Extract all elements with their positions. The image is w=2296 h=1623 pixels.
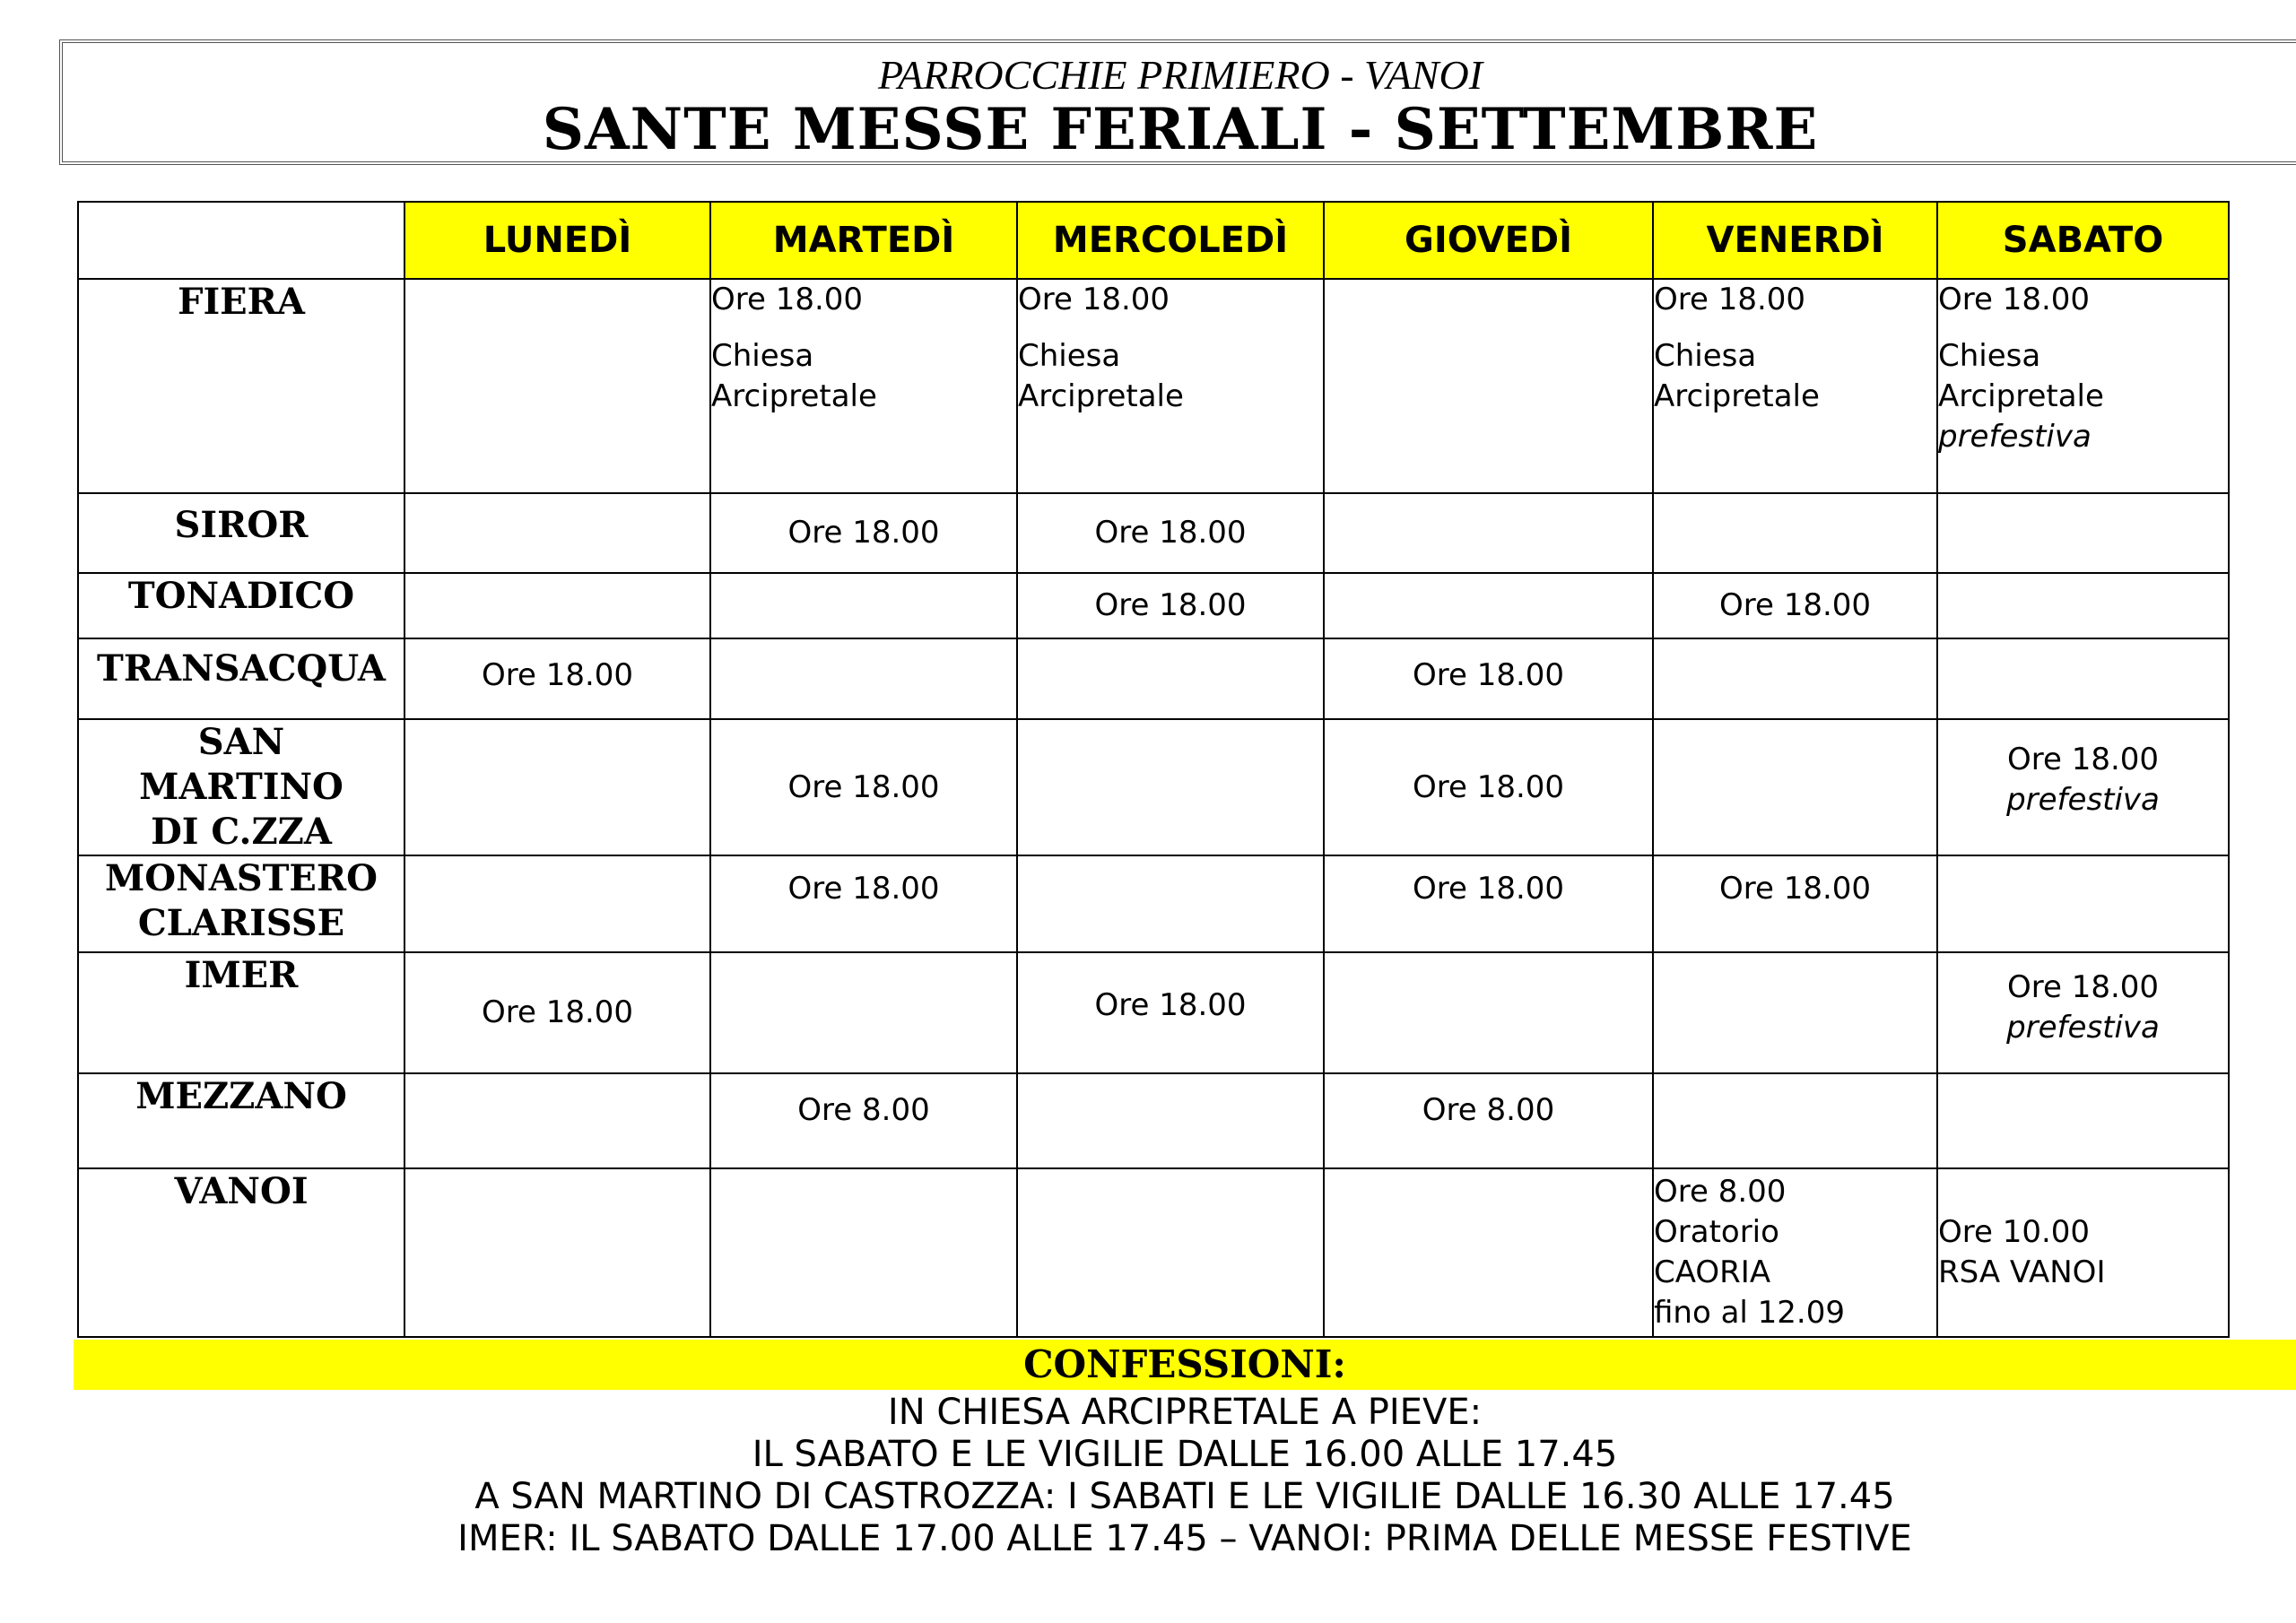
confessions-title: CONFESSIONI:	[1023, 1342, 1346, 1386]
cell-tonadico-thursday	[1324, 573, 1653, 638]
cell-tonadico-tuesday	[710, 573, 1017, 638]
church-label: Arcipretale	[1018, 378, 1184, 414]
cell-tonadico-monday	[404, 573, 710, 638]
mass-time: Ore 10.00	[1938, 1214, 2091, 1250]
cell-tonadico-wednesday: Ore 18.00	[1017, 573, 1324, 638]
place-imer: IMER	[78, 952, 404, 1073]
place-tonadico: TONADICO	[78, 573, 404, 638]
place-san-martino	[78, 719, 404, 855]
cell-mezzano-monday	[404, 1073, 710, 1168]
cell-san-martino-saturday	[1937, 719, 2229, 855]
cell-mezzano-friday	[1653, 1073, 1937, 1168]
cell-vanoi-thursday	[1324, 1168, 1653, 1337]
cell-vanoi-friday	[1653, 1168, 1937, 1337]
cell-fiera-tuesday	[710, 279, 1017, 493]
confessions-line: IL SABATO E LE VIGILIE DALLE 16.00 ALLE 17.45	[752, 1434, 1618, 1475]
cell-vanoi-wednesday	[1017, 1168, 1324, 1337]
prefestiva-note: prefestiva	[2006, 782, 2160, 818]
cell-transacqua-monday: Ore 18.00	[404, 638, 710, 719]
mass-time: Ore 18.00	[2006, 969, 2160, 1005]
cell-tonadico-saturday	[1937, 573, 2229, 638]
church-label: Arcipretale	[1654, 378, 1820, 414]
table-header-row	[78, 202, 2229, 279]
table-row-imer	[78, 952, 2229, 1073]
place-siror: SIROR	[78, 493, 404, 573]
cell-monastero-saturday	[1937, 855, 2229, 952]
mass-schedule-table	[77, 201, 2230, 1338]
mass-time: Ore 18.00	[2006, 742, 2160, 777]
place-line: DI C.ZZA	[151, 811, 332, 853]
confessions-line: IMER: IL SABATO DALLE 17.00 ALLE 17.45 – VANOI: PRIMA DELLE MESSE FESTIVE	[457, 1518, 1912, 1559]
place-vanoi: VANOI	[78, 1168, 404, 1337]
cell-fiera-thursday	[1324, 279, 1653, 493]
place-line: SAN	[197, 721, 285, 763]
table-row-vanoi	[78, 1168, 2229, 1337]
cell-fiera-wednesday	[1017, 279, 1324, 493]
church-label: Arcipretale	[711, 378, 877, 414]
day-header-saturday: SABATO	[1937, 202, 2229, 279]
day-header-friday: VENERDÌ	[1653, 202, 1937, 279]
cell-transacqua-wednesday	[1017, 638, 1324, 719]
cell-imer-friday	[1653, 952, 1937, 1073]
cell-siror-tuesday: Ore 18.00	[710, 493, 1017, 573]
page-subtitle: PARROCCHIE PRIMIERO - VANOI	[877, 52, 1483, 98]
location-label: Oratorio	[1654, 1214, 1779, 1250]
place-mezzano: MEZZANO	[78, 1073, 404, 1168]
cell-monastero-friday: Ore 18.00	[1653, 855, 1937, 952]
cell-transacqua-thursday: Ore 18.00	[1324, 638, 1653, 719]
church-label: Chiesa	[1018, 338, 1121, 374]
cell-monastero-tuesday: Ore 18.00	[710, 855, 1017, 952]
cell-monastero-monday	[404, 855, 710, 952]
cell-tonadico-friday: Ore 18.00	[1653, 573, 1937, 638]
date-note: fino al 12.09	[1654, 1295, 1845, 1331]
day-header-tuesday: MARTEDÌ	[710, 202, 1017, 279]
cell-mezzano-tuesday: Ore 8.00	[710, 1073, 1017, 1168]
church-label: Chiesa	[1938, 338, 2041, 374]
page-title: SANTE MESSE FERIALI - SETTEMBRE	[542, 96, 1819, 163]
cell-san-martino-thursday: Ore 18.00	[1324, 719, 1653, 855]
day-header-wednesday: MERCOLEDÌ	[1017, 202, 1324, 279]
mass-time: Ore 8.00	[1654, 1174, 1787, 1210]
mass-time: Ore 18.00	[711, 282, 864, 317]
place-line: MARTINO	[139, 766, 344, 808]
church-label: Chiesa	[711, 338, 814, 374]
cell-siror-thursday	[1324, 493, 1653, 573]
cell-fiera-friday	[1653, 279, 1937, 493]
cell-fiera-saturday	[1937, 279, 2229, 493]
location-label: RSA VANOI	[1938, 1254, 2106, 1290]
church-label: Arcipretale	[1938, 378, 2104, 414]
cell-san-martino-tuesday: Ore 18.00	[710, 719, 1017, 855]
cell-san-martino-monday	[404, 719, 710, 855]
mass-time: Ore 18.00	[1018, 282, 1170, 317]
table-corner-cell	[78, 202, 404, 279]
mass-time: Ore 18.00	[1938, 282, 2091, 317]
cell-siror-friday	[1653, 493, 1937, 573]
table-row-fiera	[78, 279, 2229, 493]
cell-siror-saturday	[1937, 493, 2229, 573]
table-row-siror	[78, 493, 2229, 573]
place-line: CLARISSE	[137, 902, 345, 944]
table-row-transacqua	[78, 638, 2229, 719]
cell-mezzano-thursday: Ore 8.00	[1324, 1073, 1653, 1168]
cell-imer-saturday	[1937, 952, 2229, 1073]
day-header-monday: LUNEDÌ	[404, 202, 710, 279]
cell-siror-monday	[404, 493, 710, 573]
day-header-thursday: GIOVEDÌ	[1324, 202, 1653, 279]
title-box	[59, 39, 2296, 165]
cell-transacqua-friday	[1653, 638, 1937, 719]
prefestiva-note: prefestiva	[1938, 419, 2092, 455]
prefestiva-note: prefestiva	[2006, 1010, 2160, 1046]
cell-siror-wednesday: Ore 18.00	[1017, 493, 1324, 573]
cell-imer-wednesday: Ore 18.00	[1017, 952, 1324, 1073]
church-label: Chiesa	[1654, 338, 1757, 374]
confessions-details	[74, 1392, 2296, 1560]
cell-monastero-thursday: Ore 18.00	[1324, 855, 1653, 952]
table-row-san-martino	[78, 719, 2229, 855]
cell-monastero-wednesday	[1017, 855, 1324, 952]
table-row-mezzano	[78, 1073, 2229, 1168]
cell-mezzano-wednesday	[1017, 1073, 1324, 1168]
place-transacqua: TRANSACQUA	[78, 638, 404, 719]
cell-imer-tuesday	[710, 952, 1017, 1073]
mass-time: Ore 18.00	[1654, 282, 1806, 317]
cell-fiera-monday	[404, 279, 710, 493]
cell-vanoi-monday	[404, 1168, 710, 1337]
cell-imer-monday: Ore 18.00	[404, 952, 710, 1073]
table-row-tonadico	[78, 573, 2229, 638]
cell-transacqua-tuesday	[710, 638, 1017, 719]
table-row-monastero	[78, 855, 2229, 952]
confessions-line: A SAN MARTINO DI CASTROZZA: I SABATI E LE VIGILIE DALLE 16.30 ALLE 17.45	[474, 1476, 1895, 1517]
cell-transacqua-saturday	[1937, 638, 2229, 719]
cell-san-martino-friday	[1653, 719, 1937, 855]
cell-imer-thursday	[1324, 952, 1653, 1073]
place-fiera: FIERA	[78, 279, 404, 493]
confessions-line: IN CHIESA ARCIPRETALE A PIEVE:	[887, 1392, 1483, 1433]
place-monastero	[78, 855, 404, 952]
cell-san-martino-wednesday	[1017, 719, 1324, 855]
cell-vanoi-saturday	[1937, 1168, 2229, 1337]
location-label: CAORIA	[1654, 1254, 1771, 1290]
place-line: MONASTERO	[105, 857, 378, 899]
cell-vanoi-tuesday	[710, 1168, 1017, 1337]
cell-mezzano-saturday	[1937, 1073, 2229, 1168]
